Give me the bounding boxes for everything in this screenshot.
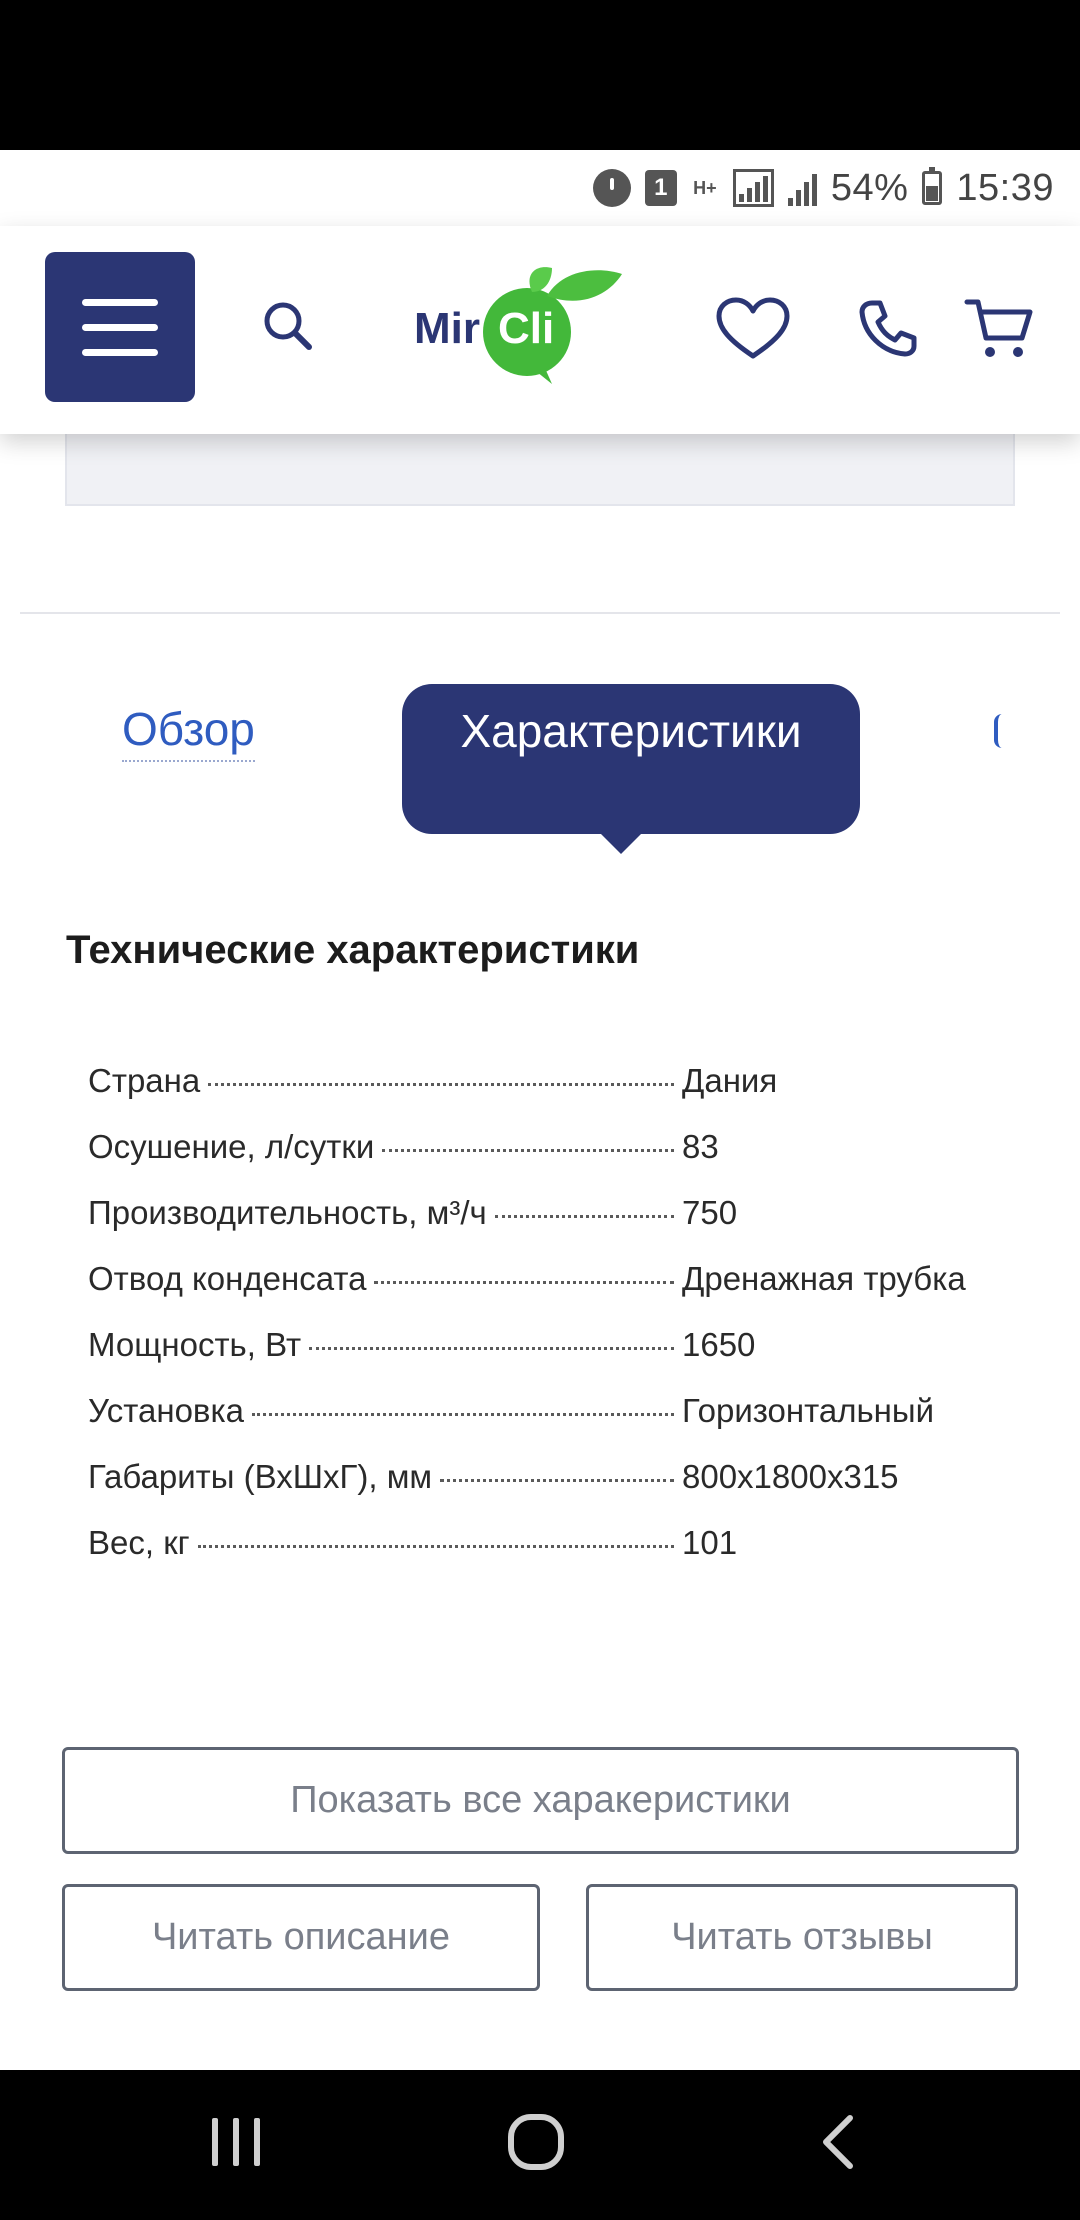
spec-label: Габариты (ВхШхГ), мм <box>88 1458 433 1495</box>
spec-value: 1650 <box>682 1326 756 1363</box>
signal-secondary-icon <box>788 170 817 206</box>
logo-text-mir: Mir <box>414 304 480 353</box>
spec-value: Горизонтальный <box>682 1392 935 1429</box>
tab-next-partial[interactable] <box>994 714 1002 748</box>
back-icon[interactable] <box>818 2114 858 2170</box>
recents-icon[interactable] <box>206 2114 266 2170</box>
read-reviews-button[interactable]: Читать отзывы <box>586 1884 1018 1991</box>
phone-icon[interactable] <box>858 298 918 358</box>
spec-label: Отвод конденсата <box>88 1260 367 1297</box>
alarm-icon <box>593 169 631 207</box>
spec-leader <box>208 1083 674 1086</box>
specs-list <box>88 1062 988 1590</box>
previous-section-panel <box>65 434 1015 506</box>
spec-row <box>88 1326 988 1392</box>
spec-leader <box>374 1281 674 1284</box>
logo[interactable] <box>412 266 627 386</box>
tab-overview[interactable]: Обзор <box>122 702 255 762</box>
sim-icon: 1 <box>645 170 677 206</box>
divider <box>20 612 1060 614</box>
menu-line <box>82 324 158 331</box>
menu-line <box>82 349 158 356</box>
spec-label: Производительность, м³/ч <box>88 1194 487 1231</box>
spec-value: 800x1800x315 <box>682 1458 899 1495</box>
page-content <box>0 434 1080 2070</box>
network-type-icon: H+ <box>693 178 717 198</box>
spec-value: Дренажная трубка <box>682 1260 966 1297</box>
spec-label: Осушение, л/сутки <box>88 1128 375 1165</box>
spec-label: Мощность, Вт <box>88 1326 302 1363</box>
signal-icon <box>733 169 774 207</box>
spec-row <box>88 1392 988 1458</box>
system-nav-bar <box>0 2070 1080 2220</box>
tab-characteristics-label: Характеристики <box>460 705 802 757</box>
status-bar <box>0 150 1080 226</box>
spec-leader <box>382 1149 674 1152</box>
menu-line <box>82 299 158 306</box>
clock: 15:39 <box>956 166 1054 209</box>
spec-leader <box>198 1545 674 1548</box>
section-title: Технические характеристики <box>66 928 640 972</box>
menu-button[interactable] <box>45 252 195 402</box>
spec-row <box>88 1524 988 1590</box>
spec-leader <box>252 1413 674 1416</box>
spec-value: 83 <box>682 1128 719 1165</box>
spec-label: Вес, кг <box>88 1524 190 1561</box>
spec-row <box>88 1194 988 1260</box>
spec-value: 101 <box>682 1524 738 1561</box>
spec-value: Дания <box>682 1062 778 1099</box>
site-header <box>0 226 1080 434</box>
spec-label: Страна <box>88 1062 201 1099</box>
logo-text-cli: Cli <box>498 304 555 353</box>
battery-percent: 54% <box>830 166 909 209</box>
spec-leader <box>440 1479 674 1482</box>
spec-leader <box>495 1215 674 1218</box>
spec-row <box>88 1128 988 1194</box>
spec-label: Установка <box>88 1392 244 1429</box>
spec-value: 750 <box>682 1194 738 1231</box>
read-description-button[interactable]: Читать описание <box>62 1884 540 1991</box>
spec-row <box>88 1260 988 1326</box>
battery-icon <box>922 171 942 205</box>
search-icon[interactable] <box>260 298 316 354</box>
spec-leader <box>309 1347 674 1350</box>
show-all-specs-button[interactable]: Показать все харакеристики <box>62 1747 1019 1854</box>
heart-icon[interactable] <box>715 296 791 362</box>
cart-icon[interactable] <box>964 296 1034 362</box>
tab-characteristics[interactable] <box>402 684 860 834</box>
spec-row <box>88 1458 988 1524</box>
home-icon[interactable] <box>506 2112 566 2172</box>
spec-row <box>88 1062 988 1128</box>
